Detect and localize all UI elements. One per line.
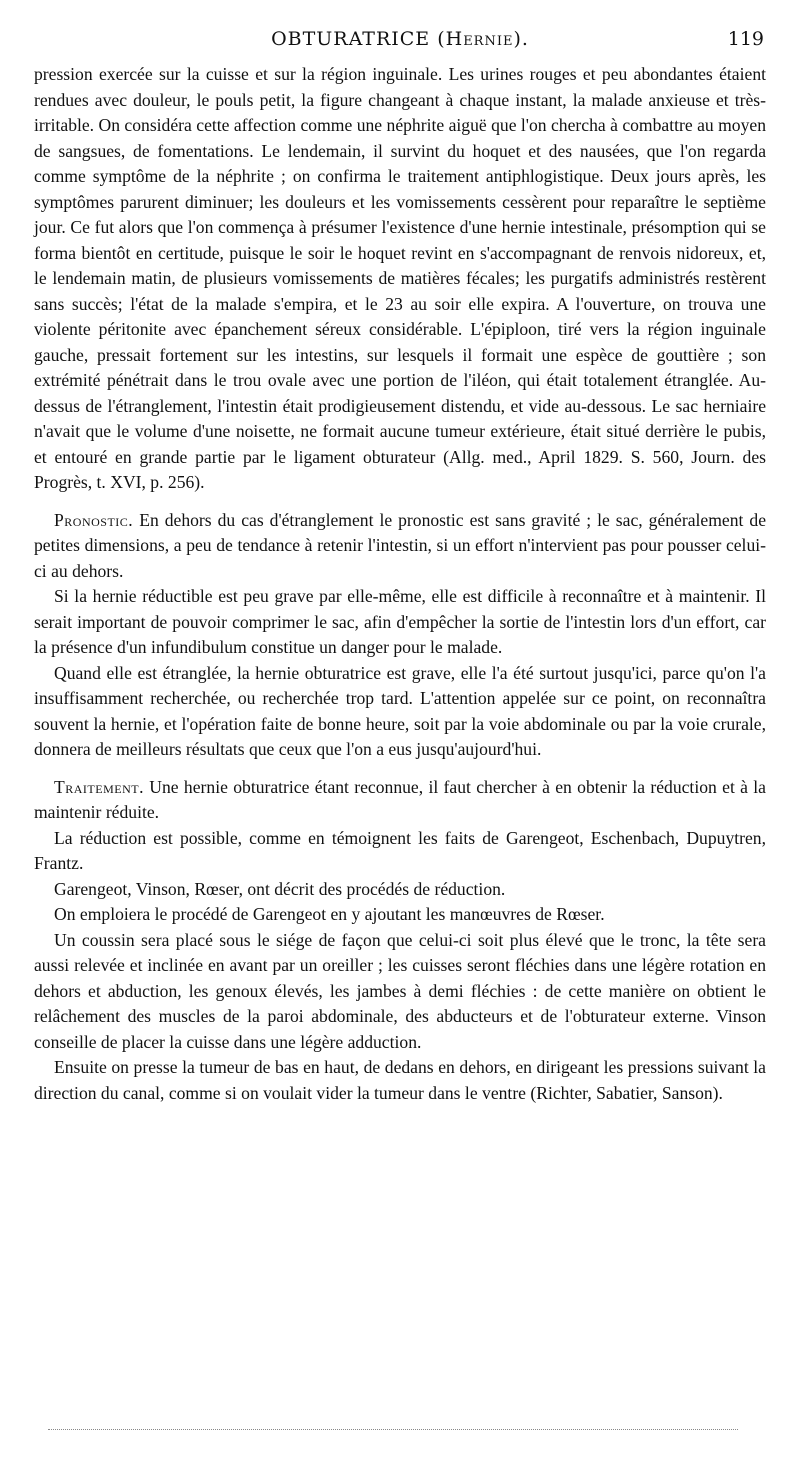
paragraph-case-report: pression exercée sur la cuisse et sur la région inguinale. Les urines rouges et peu abondantes étaient rendues avec douleur, le pouls petit, la figure changeant à chaque instant, la malade anxieuse et très-irritable. On considéra cette affection comme une néphrite aiguë que l'on chercha à combattre au moyen de sangsues, de fomentations. Le lendemain, il survint du hoquet et des nausées, que l'on regarda comme symptôme de la néphrite ; on confirma le traitement antiphlogistique. Deux jours après, les symptômes parurent diminuer; les douleurs et les vomissements cessèrent pour reparaître le septième jour. Ce fut alors que l'on commença à présumer l'existence d'une hernie intestinale, présomption qui se forma bientôt en certitude, puisque le soir le hoquet revint en s'accompagnant de renvois nidoreux, et, le lendemain matin, de plusieurs vomissements de matières fécales; les purgatifs administrés restèrent sans succès; l'état de la malade s'empira, et le 23 au soir elle expira. A l'ouverture, on trouva une violente péritonite avec épanchement séreux considérable. L'épiploon, tiré vers la région inguinale gauche, pressait fortement sur les intestins, sur lesquels il formait une espèce de gouttière ; son extrémité pénétrait dans le trou ovale avec une portion de l'iléon, qui était totalement étranglée. Au-dessus de l'étranglement, l'intestin était prodigieusement distendu, et vide au-dessous. Le sac herniaire n'avait que le volume d'une noisette, ne formait aucune tumeur extérieure, était situé derrière le pubis, et entouré en grande partie par le ligament obturateur (Allg. med., April 1829. S. 560, Journ. des Progrès, t. XVI, p. 256).	[34, 64, 766, 492]
paragraph-coussin: Un coussin sera placé sous le siége de façon que celui-ci soit plus élevé que le tronc, la tête sera aussi relevée et inclinée en avant par un oreiller ; les cuisses seront fléchies dans une légère rotation en dehors et abduction, les genoux élevés, les jambes à demi fléchies : de cette manière on obtient le relâchement des muscles de la paroi abdominale, des abducteurs et de l'obturateur externe. Vinson conseille de placer la cuisse dans une légère adduction.	[34, 929, 766, 1052]
running-title	[32, 28, 768, 50]
paragraph-traitement-text: Une hernie obturatrice étant reconnue, il faut chercher à en obtenir la réduction et à la maintenir réduite.	[34, 776, 766, 822]
paragraph-ensuite: Ensuite on presse la tumeur de bas en haut, de dedans en dehors, en dirigeant les pressions suivant la direction du canal, comme si on voulait vider la tumeur dans le ventre (Richter, Sabatier, Sanson).	[34, 1057, 766, 1103]
running-title-end: ).	[513, 28, 529, 50]
paragraph-etranglee: Quand elle est étranglée, la hernie obturatrice est grave, elle l'a été surtout jusqu'ici, parce qu'on l'a insuffisamment recherchée, ou recherchée trop tard. L'attention appelée sur ce point, on reconnaîtra souvent la hernie, et l'opération faite de bonne heure, soit par la voie abdominale ou par la voie crurale, donnera de meilleurs résultats que ceux que l'on a eus jusqu'aujourd'hui.	[34, 662, 766, 759]
running-header	[32, 28, 768, 58]
body-text	[34, 62, 766, 1106]
paragraph-pronostic	[34, 508, 766, 585]
paragraph-reductible: Si la hernie réductible est peu grave par elle-même, elle est difficile à reconnaître et à maintenir. Il serait important de pouvoir comprimer le sac, afin d'empêcher la sortie de l'intestin lors d'un effort, car la présence d'un infundibulum constitue un danger pour le malade.	[34, 586, 766, 657]
running-title-smallcaps: Hernie	[445, 28, 514, 50]
section-label-traitement: Traitement.	[54, 776, 144, 797]
paragraph-traitement	[34, 775, 766, 826]
paragraph-reduction: La réduction est possible, comme en témoignent les faits de Garengeot, Eschenbach, Dupuytren, Frantz.	[34, 827, 766, 873]
paragraph-procedes: Garengeot, Vinson, Rœser, ont décrit des procédés de réduction.	[54, 878, 506, 899]
page-number: 119	[727, 28, 764, 50]
paragraph-garengeot: On emploiera le procédé de Garengeot en y ajoutant les manœuvres de Rœser.	[54, 904, 605, 924]
footer-divider	[48, 1429, 738, 1430]
running-title-main: OBTURATRICE (	[271, 28, 446, 50]
paragraph-pronostic-text: En dehors du cas d'étranglement le pronostic est sans gravité ; le sac, généralement de petites dimensions, a peu de tendance à retenir l'intestin, si un effort n'intervient pas pour pousser celui-ci au dehors.	[34, 509, 767, 581]
section-label-pronostic: Pronostic.	[54, 509, 134, 530]
